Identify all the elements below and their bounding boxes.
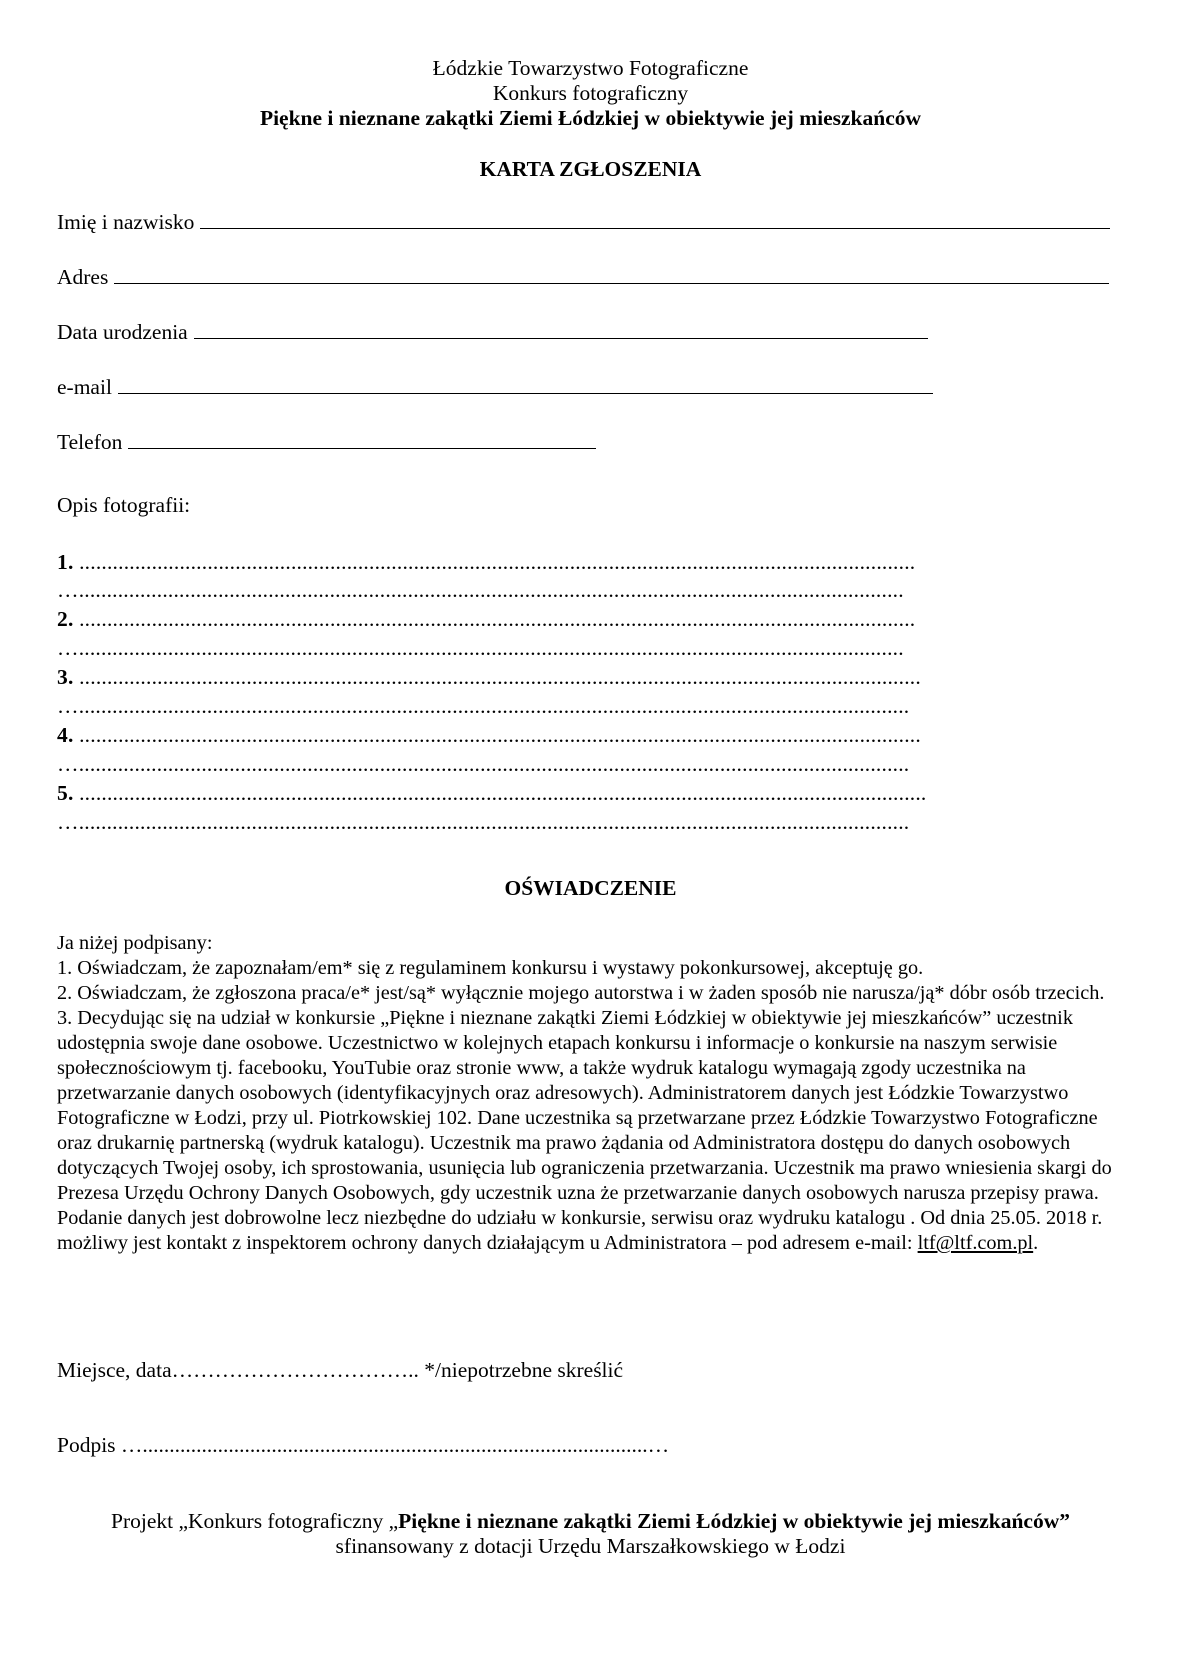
footer-project [0, 1509, 1181, 1534]
photo-number-3: 3. [57, 665, 74, 689]
photo-line-4a[interactable]: 4. ....................................................................................................................................................... [57, 723, 921, 747]
address-field [57, 263, 1109, 290]
birthdate-field [57, 318, 928, 345]
phone-input[interactable] [128, 428, 596, 449]
place-date-line[interactable]: Miejsce, data…………………………….. */niepotrzebne skreślić [57, 1358, 624, 1382]
declaration-intro: Ja niżej podpisany: [57, 932, 213, 954]
organization-name: Łódzkie Towarzystwo Fotograficzne [432, 56, 749, 80]
photo-number-2: 2. [57, 607, 74, 631]
phone-label: Telefon [57, 430, 123, 454]
photo-line-5b[interactable]: …..................................................................................................................................................... [57, 810, 910, 834]
email-input[interactable] [118, 373, 933, 394]
photo-line-3a[interactable]: 3. ....................................................................................................................................................... [57, 665, 921, 689]
form-title: KARTA ZGŁOSZENIA [479, 157, 702, 181]
photo-line-4b[interactable]: …..................................................................................................................................................... [57, 752, 910, 776]
name-field [57, 208, 1110, 235]
footer-project-title: Piękne i nieznane zakątki Ziemi Łódzkiej w obiektywie jej mieszkańców” [398, 1509, 1070, 1533]
declaration-point-3: 3. Decydując się na udział w konkursie „Piękne i nieznane zakątki Ziemi Łódzkiej w obiektywie jej mieszkańców” uczestnik udostępnia swoje dane osobowe. Uczestnictwo w kolejnych etapach konkursu i informacje o konkursie na naszym serwisie społecznościowym tj. facebooku, YouTubie oraz stronie www, a także wydruk katalogu wymagają zgody uczestnika na przetwarzanie danych osobowych (identyfikacyjnych oraz adresowych). Administratorem danych jest Łódzkie Towarzystwo Fotograficzne w Łodzi, przy ul. Piotrkowskiej 102. Dane uczestnika są przetwarzane przez Łódzkie Towarzystwo Fotograficzne oraz drukarnię partnerską (wydruk katalogu). Uczestnik ma prawo żądania od Administratora dostępu do danych osobowych dotyczących Twojej osoby, ich sprostowania, usunięcia lub ograniczenia przetwarzania. Uczestnik ma prawo wniesienia skargi do Prezesa Urzędu Ochrony Danych Osobowych, gdy uczestnik uzna że przetwarzanie danych osobowych narusza przepisy prawa. Podanie danych jest dobrowolne lecz niezbędne do udziału w konkursie, serwisu oraz wydruku katalogu . Od dnia 25.05. 2018 r. możliwy jest kontakt z inspektorem ochrony danych działającym u Administratora – pod adresem e-mail: ltf@ltf.com.pl. [57, 1007, 1112, 1254]
address-label: Adres [57, 265, 109, 289]
contest-title: Piękne i nieznane zakątki Ziemi Łódzkiej w obiektywie jej mieszkańców [259, 106, 922, 130]
photo-number-4: 4. [57, 723, 74, 747]
photo-line-5a[interactable]: 5. ........................................................................................................................................................ [57, 781, 927, 805]
name-label: Imię i nazwisko [57, 210, 195, 234]
declaration-point-2: 2. Oświadczam, że zgłoszona praca/e* jest/są* wyłącznie mojego autorstwa i w żaden sposób nie narusza/ją* dóbr osób trzecich. [57, 982, 1105, 1004]
contact-email-link[interactable]: ltf@ltf.com.pl [917, 1232, 1034, 1254]
birthdate-label: Data urodzenia [57, 320, 188, 344]
photo-number-1: 1. [57, 550, 74, 574]
declaration-title: OŚWIADCZENIE [504, 876, 677, 900]
footer-prefix: Projekt „Konkurs fotograficzny „ [110, 1509, 399, 1533]
photo-description-label: Opis fotografii: [57, 493, 191, 517]
photo-line-1b[interactable]: ….................................................................................................................................................... [57, 578, 904, 602]
photo-number-5: 5. [57, 781, 74, 805]
email-label: e-mail [57, 375, 112, 399]
phone-field [57, 428, 596, 455]
signature-line[interactable]: Podpis …..............................................................................................… [57, 1433, 670, 1457]
photo-line-3b[interactable]: …..................................................................................................................................................... [57, 694, 910, 718]
declaration-point-1: 1. Oświadczam, że zapoznałam/em* się z regulaminem konkursu i wystawy pokonkursowej, akceptuję go. [57, 957, 924, 979]
name-input[interactable] [200, 208, 1110, 229]
footer-funding: sfinansowany z dotacji Urzędu Marszałkowskiego w Łodzi [335, 1534, 846, 1558]
photo-line-1a[interactable]: 1. ...................................................................................................................................................... [57, 550, 916, 574]
photo-line-2a[interactable]: 2. ...................................................................................................................................................... [57, 607, 916, 631]
email-field [57, 373, 933, 400]
birthdate-input[interactable] [194, 318, 928, 339]
declaration-body [57, 931, 1137, 1256]
photo-line-2b[interactable]: ….................................................................................................................................................... [57, 636, 904, 660]
contest-subtitle: Konkurs fotograficzny [492, 81, 689, 105]
address-input[interactable] [114, 263, 1109, 284]
